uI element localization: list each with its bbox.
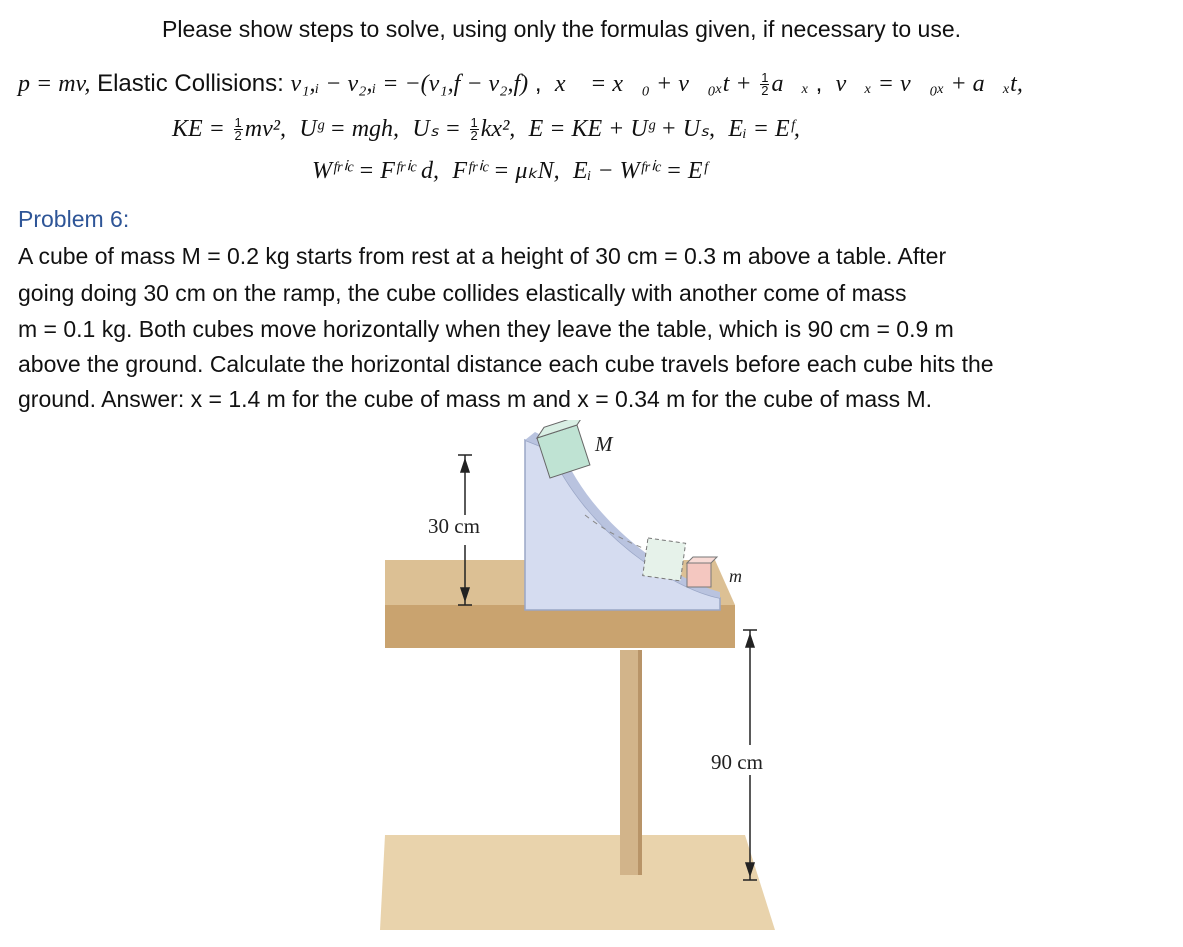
label-m: m bbox=[729, 566, 742, 586]
fraction-half: $\frac{1}{2}$ bbox=[470, 115, 478, 144]
kinetic-energy-formula: KE = bbox=[172, 116, 225, 142]
problem-heading: Problem 6: bbox=[18, 206, 130, 232]
total-energy-formula: E = KE + Uᵍ + Uₛ, bbox=[528, 116, 715, 142]
elastic-collision-formula: v₁,ᵢ − v₂,ᵢ = −(v₁,f − v₂,f) bbox=[290, 71, 529, 97]
label-90cm: 90 cm bbox=[711, 750, 763, 774]
velocity-formula: v⃗ₓ = v⃗₀ₓ + a⃗ₓt, bbox=[835, 71, 1023, 97]
problem-line-1: A cube of mass M = 0.2 kg starts from rest at a height of 30 cm = 0.3 m above a table. After bbox=[18, 243, 947, 269]
instruction-text: Please show steps to solve, using only the formulas given, if necessary to use. bbox=[162, 16, 962, 42]
elastic-collisions-label: Elastic Collisions: bbox=[97, 70, 284, 97]
cube-M-dashed bbox=[643, 538, 686, 581]
momentum-formula: p = mv, bbox=[18, 71, 91, 97]
formula-line-3 bbox=[312, 156, 707, 185]
label-M: M bbox=[595, 432, 613, 456]
ground bbox=[380, 835, 775, 930]
spring-energy-tail: kx², bbox=[480, 116, 516, 142]
formula-line-2 bbox=[172, 114, 800, 143]
problem-line-5: ground. Answer: x = 1.4 m for the cube of mass m and x = 0.34 m for the cube of mass M. bbox=[18, 386, 933, 412]
friction-work-formula: Wᶠʳⁱᶜ = Fᶠʳⁱᶜ d, bbox=[312, 158, 440, 184]
ramp-figure bbox=[375, 420, 795, 940]
problem-line-2: going doing 30 cm on the ramp, the cube collides elastically with another come of mass bbox=[18, 280, 907, 306]
ramp-diagram bbox=[375, 420, 795, 940]
friction-energy-formula: Eᵢ − Wᶠʳⁱᶜ = Eᶠ bbox=[572, 158, 707, 184]
gravitational-energy-formula: Uᵍ = mgh, bbox=[299, 116, 400, 142]
kinetic-energy-tail: mv², bbox=[244, 116, 286, 142]
label-30cm: 30 cm bbox=[428, 514, 480, 538]
fraction-half: $\frac{1}{2}$ bbox=[234, 115, 242, 144]
fraction-half: $\frac{1}{2}$ bbox=[761, 70, 769, 99]
problem-line-3: m = 0.1 kg. Both cubes move horizontally when they leave the table, which is 90 cm = 0.9 m bbox=[18, 316, 954, 342]
position-formula-tail: a⃗ₓ bbox=[771, 71, 809, 97]
position-formula: x⃗ = x⃗₀ + v⃗₀ₓt + bbox=[554, 71, 752, 97]
problem-line-4: above the ground. Calculate the horizontal distance each cube travels before each cube hits the bbox=[18, 351, 994, 377]
energy-conservation-formula: Eᵢ = Eᶠ, bbox=[728, 116, 800, 142]
formula-line-1: p = mv, Elastic Collisions: v₁,ᵢ − v₂,ᵢ = −(v₁,f − v₂,f) , x⃗ = x⃗₀ + v⃗₀ₓt + $\frac{1}{2}$ a⃗ₓ , v⃗ₓ = v⃗₀ₓ + a⃗ₓt, bbox=[18, 70, 1023, 99]
spring-energy-formula: Uₛ = bbox=[412, 116, 461, 142]
friction-force-formula: Fᶠʳⁱᶜ = μₖN, bbox=[452, 158, 560, 184]
